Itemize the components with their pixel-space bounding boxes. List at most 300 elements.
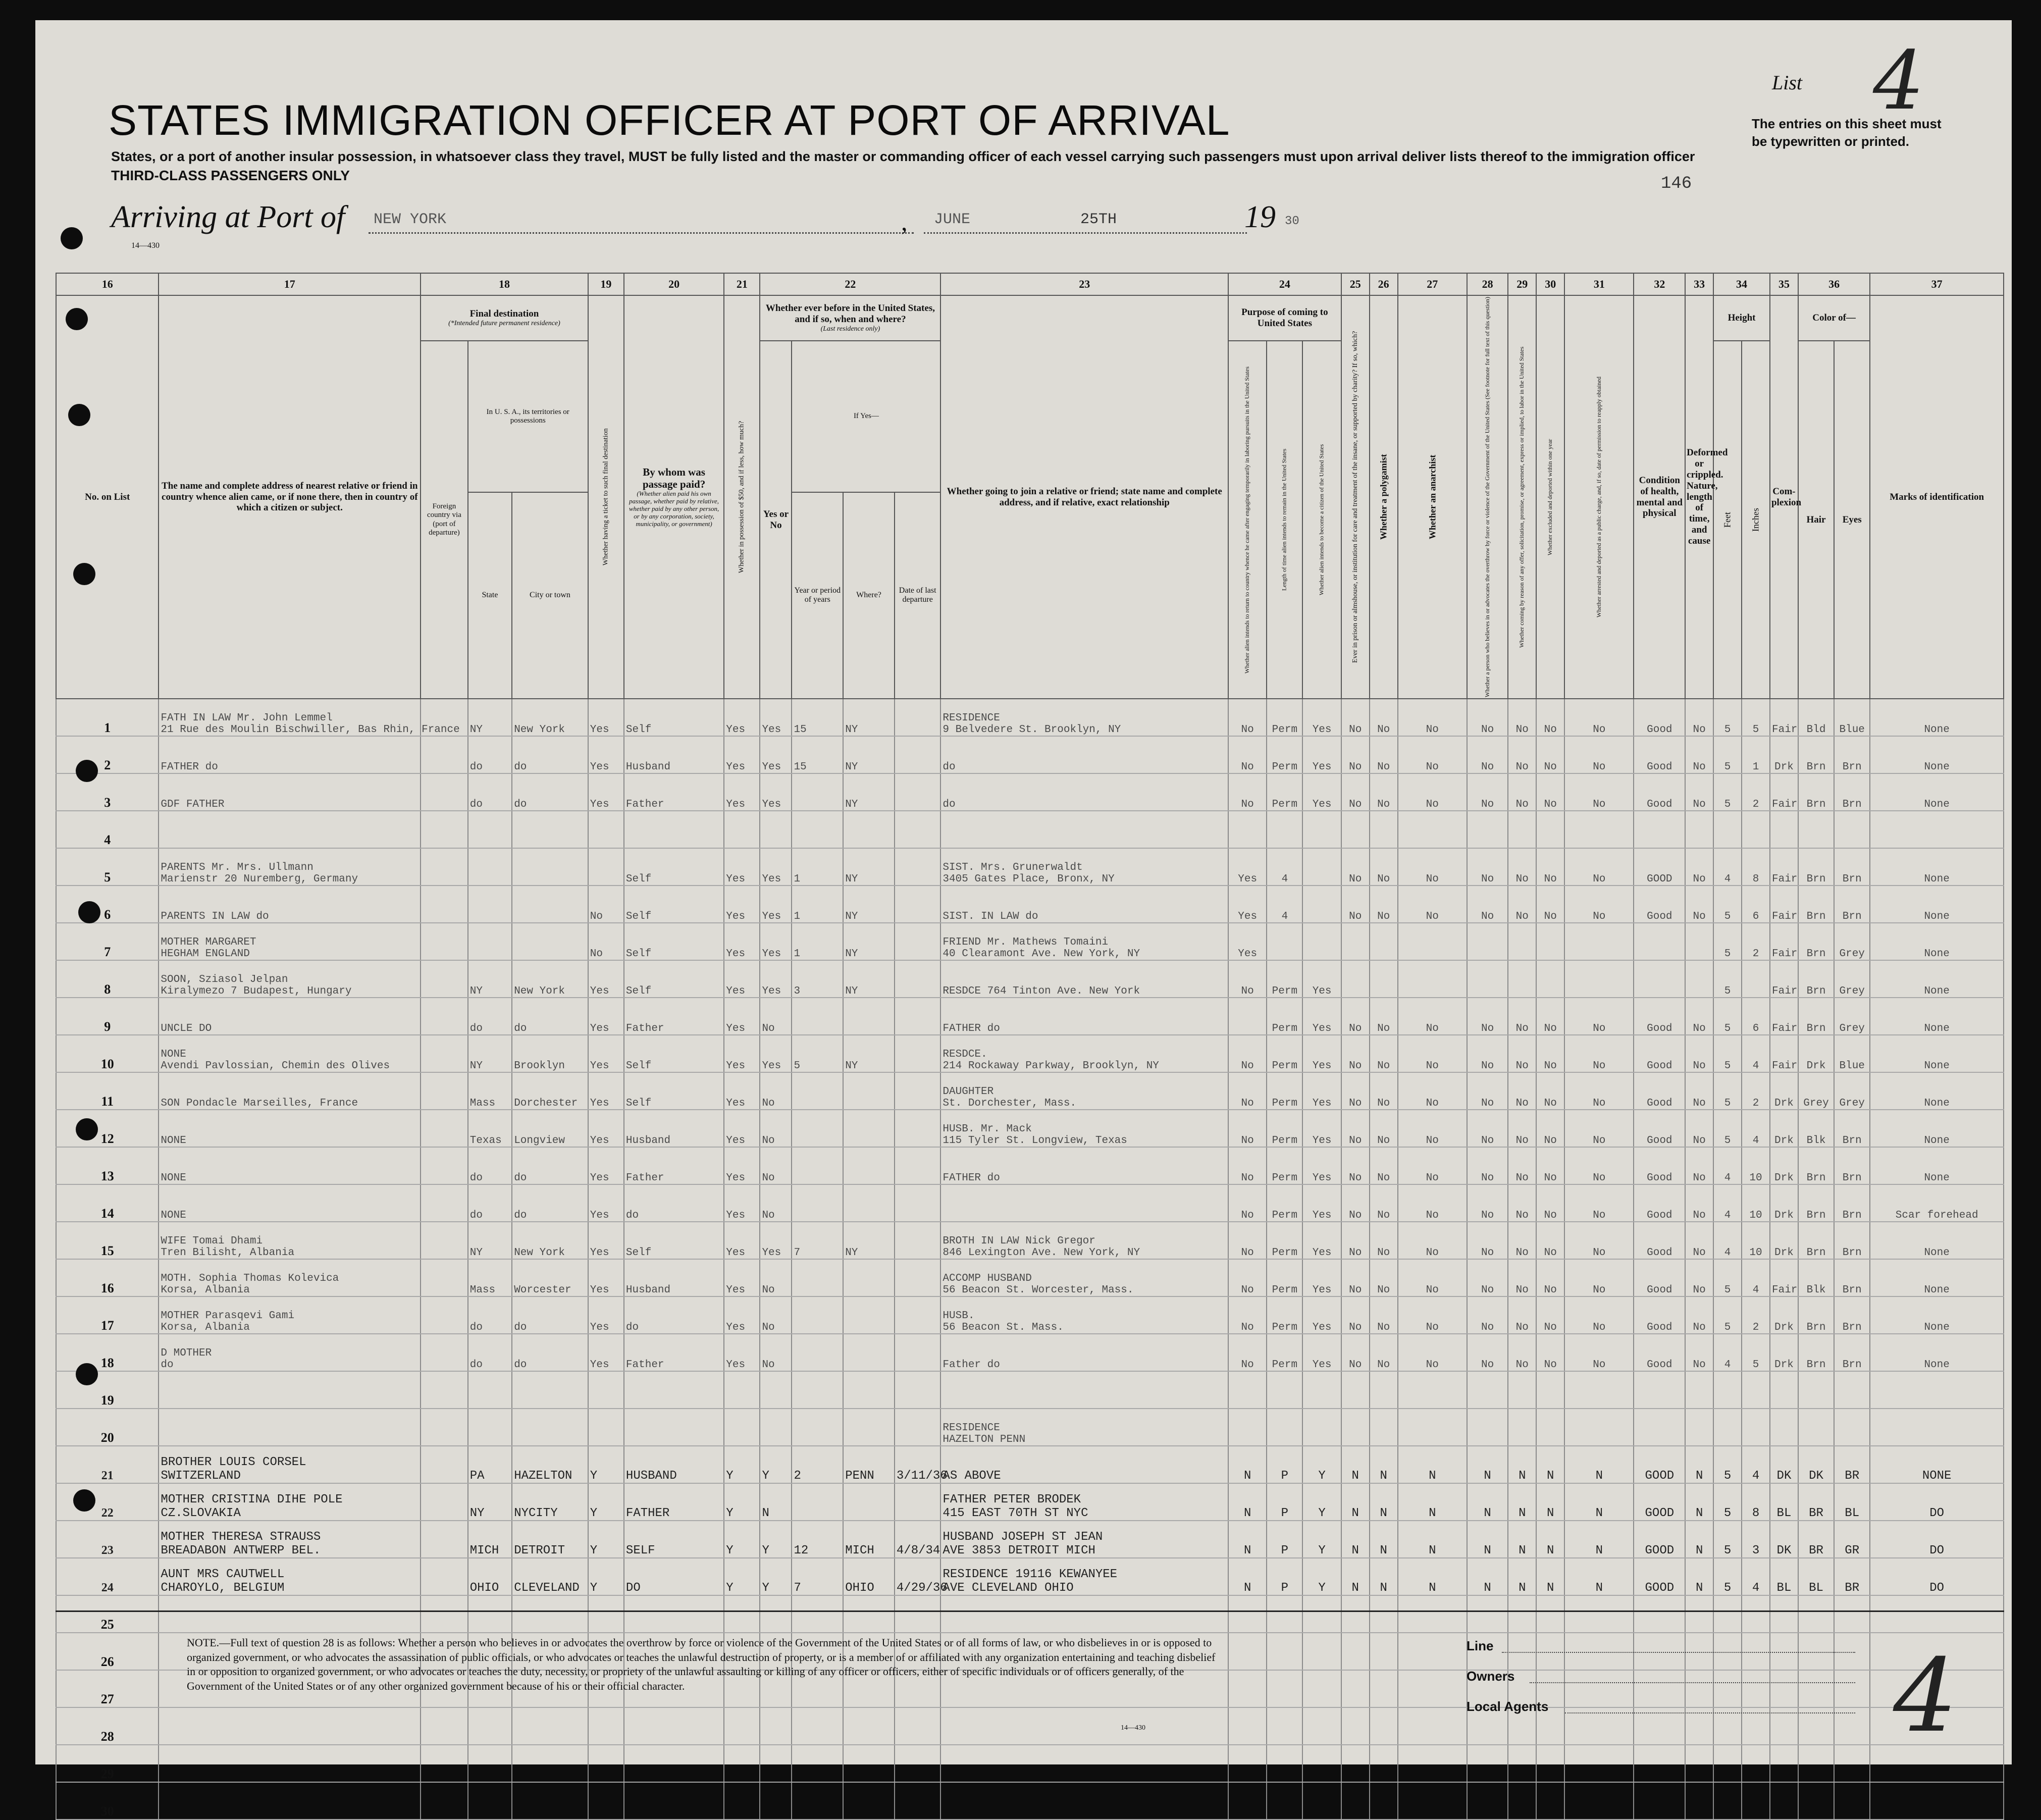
cell-before	[760, 1035, 792, 1072]
value-c28: N	[1484, 1544, 1491, 1558]
value-ticket: Yes	[590, 1172, 609, 1184]
cell-c31	[1564, 811, 1634, 848]
header-purpose-b: Length of time alien intends to remain in the United States	[1267, 341, 1302, 699]
cell-c25	[1341, 1334, 1370, 1371]
value-c31: No	[1593, 1135, 1606, 1147]
cell-fifty	[724, 1371, 760, 1409]
cell-deformed	[1685, 699, 1713, 736]
cell-years	[792, 1222, 843, 1259]
cell-c26	[1370, 811, 1398, 848]
cell-complexion	[1770, 1334, 1798, 1371]
cell-before	[760, 773, 792, 811]
cell-state	[468, 1446, 512, 1483]
header-polygamist: Whether a polygamist	[1370, 295, 1398, 699]
cell-no	[56, 1670, 159, 1707]
value-c31: No	[1593, 873, 1606, 886]
cell-before	[760, 960, 792, 998]
value-fifty: Yes	[726, 1098, 746, 1110]
cell-ticket	[588, 811, 624, 848]
cell-years	[792, 1296, 843, 1334]
row-number: 2	[104, 758, 111, 773]
header-col31: Whether arrested and deported as a public charge, and, if so, date of permission to reapply obtained	[1564, 295, 1634, 699]
cell-c30	[1536, 699, 1564, 736]
cell-state	[468, 1595, 512, 1633]
cell-c30	[1536, 1296, 1564, 1334]
cell-foreign-country	[421, 1371, 468, 1409]
cell-marks	[1870, 1521, 2004, 1558]
value-before: Yes	[762, 724, 781, 736]
cell-ticket	[588, 1259, 624, 1296]
joining-line-2: 415 EAST 70TH ST NYC	[943, 1506, 1088, 1521]
cell-c25	[1341, 923, 1370, 960]
value-where: PENN	[845, 1469, 874, 1483]
relative-line-1: MOTHER THERESA STRAUSS	[161, 1530, 321, 1544]
row-number: 1	[104, 720, 111, 736]
cell-c27	[1398, 1483, 1467, 1521]
cell-deformed	[1685, 1409, 1713, 1446]
value-c26: No	[1377, 1322, 1390, 1334]
value-hair: Brn	[1806, 799, 1826, 811]
cell-foreign-country	[421, 1707, 468, 1745]
value-c26: No	[1377, 724, 1390, 736]
cell-c26	[1370, 848, 1398, 886]
cell-eyes	[1834, 1483, 1870, 1521]
value-c26: No	[1377, 1172, 1390, 1184]
row-number: 29	[100, 1766, 114, 1782]
value-deformed: No	[1693, 1322, 1706, 1334]
cell-c31	[1564, 1446, 1634, 1483]
cell-c31	[1564, 699, 1634, 736]
cell-p1	[1228, 1184, 1267, 1222]
value-deformed: No	[1693, 1060, 1706, 1072]
cell-hair	[1798, 1670, 1834, 1707]
value-c25: No	[1349, 1172, 1362, 1184]
value-feet: 4	[1724, 1210, 1731, 1222]
value-inches: 10	[1749, 1247, 1762, 1259]
cell-inches	[1742, 1334, 1770, 1371]
value-p2: Perm	[1272, 761, 1298, 773]
joining-line-1: HUSB.	[943, 1310, 975, 1322]
cell-eyes	[1834, 699, 1870, 736]
cell-inches	[1742, 998, 1770, 1035]
value-complexion: Drk	[1774, 1172, 1794, 1184]
cell-before	[760, 1707, 792, 1745]
value-city: New York	[514, 1247, 565, 1259]
value-eyes: GR	[1845, 1544, 1860, 1558]
cell-marks	[1870, 923, 2004, 960]
row-number: 20	[100, 1430, 114, 1445]
value-eyes: Brn	[1842, 1359, 1862, 1371]
cell-eyes	[1834, 773, 1870, 811]
cell-c28	[1467, 848, 1508, 886]
value-state: MICH	[469, 1544, 499, 1558]
value-ticket: Y	[590, 1506, 598, 1521]
cell-joining	[940, 1409, 1228, 1446]
cell-state	[468, 1745, 512, 1782]
col-num-25: 25	[1341, 273, 1370, 295]
joining-line-1: RESDCE 764 Tinton Ave. New York	[943, 985, 1140, 998]
cell-hair	[1798, 1072, 1834, 1110]
cell-years	[792, 886, 843, 923]
row-number: 25	[100, 1617, 114, 1632]
cell-no	[56, 1558, 159, 1595]
cell-state	[468, 1035, 512, 1072]
value-before: No	[762, 1172, 775, 1184]
row-number: 13	[100, 1169, 114, 1184]
value-c26: No	[1377, 1210, 1390, 1222]
cell-c31	[1564, 1334, 1634, 1371]
cell-years	[792, 1782, 843, 1819]
row-number: 17	[100, 1318, 114, 1333]
value-city: do	[514, 1172, 527, 1184]
table-row	[56, 1409, 2004, 1446]
cell-p2	[1267, 1633, 1302, 1670]
cell-before	[760, 1296, 792, 1334]
cell-state	[468, 1110, 512, 1147]
cell-c25	[1341, 1670, 1370, 1707]
value-c27: N	[1429, 1581, 1436, 1595]
relative-line-1: AUNT MRS CAUTWELL	[161, 1568, 285, 1582]
value-eyes: Grey	[1839, 985, 1865, 998]
cell-p3	[1302, 1558, 1341, 1595]
cell-relative	[159, 1782, 421, 1819]
table-row	[56, 1446, 2004, 1483]
value-complexion: Drk	[1774, 761, 1794, 773]
cell-foreign-country	[421, 1222, 468, 1259]
value-complexion: Fair	[1771, 911, 1798, 923]
value-inches: 5	[1752, 1359, 1759, 1371]
cell-foreign-country	[421, 1483, 468, 1521]
cell-c30	[1536, 1147, 1564, 1184]
table-row	[56, 1147, 2004, 1184]
header-state: State	[468, 492, 512, 699]
value-marks: None	[1924, 724, 1950, 736]
value-c30: No	[1544, 1284, 1557, 1296]
value-ticket: Y	[590, 1469, 598, 1483]
cell-fifty	[724, 998, 760, 1035]
cell-city	[512, 1222, 588, 1259]
value-ticket: Yes	[590, 761, 609, 773]
cell-complexion	[1770, 1035, 1798, 1072]
cell-no	[56, 1782, 159, 1819]
cell-c28	[1467, 960, 1508, 998]
cell-state	[468, 1334, 512, 1371]
value-where: MICH	[845, 1544, 874, 1558]
value-inches: 4	[1752, 1284, 1759, 1296]
cell-no	[56, 1334, 159, 1371]
cell-inches	[1742, 1222, 1770, 1259]
cell-dep	[895, 1782, 941, 1819]
value-p3: Yes	[1312, 1359, 1332, 1371]
cell-c26	[1370, 736, 1398, 773]
cell-where	[843, 960, 895, 998]
cell-c25	[1341, 848, 1370, 886]
header-year-period: Year or period of years	[792, 492, 843, 699]
cell-p3	[1302, 1296, 1341, 1334]
passage-paid-note: (Whether alien paid his own passage, whether paid by relative, whether paid by any other person, or by any corporation, society, municipality, or government)	[629, 490, 719, 528]
cell-foreign-country	[421, 848, 468, 886]
cell-years	[792, 1184, 843, 1222]
cell-ticket	[588, 886, 624, 923]
value-before: Y	[762, 1469, 769, 1483]
col-num-21: 21	[724, 273, 760, 295]
value-health: Good	[1647, 1060, 1672, 1072]
cell-c29	[1508, 1409, 1536, 1446]
value-complexion: Drk	[1774, 1210, 1794, 1222]
cell-p1	[1228, 923, 1267, 960]
cell-c31	[1564, 1110, 1634, 1147]
value-hair: Brn	[1806, 948, 1826, 960]
cell-p2	[1267, 960, 1302, 998]
value-p3: Y	[1318, 1581, 1326, 1595]
cell-c30	[1536, 886, 1564, 923]
cell-inches	[1742, 1409, 1770, 1446]
cell-deformed	[1685, 1035, 1713, 1072]
cell-health	[1634, 886, 1685, 923]
value-fifty: Y	[726, 1506, 734, 1521]
cell-dep	[895, 1110, 941, 1147]
cell-p3	[1302, 1782, 1341, 1819]
row-number: 26	[100, 1654, 114, 1670]
cell-no	[56, 773, 159, 811]
value-p3: Yes	[1312, 1210, 1332, 1222]
cell-where	[843, 1110, 895, 1147]
cell-c25	[1341, 811, 1370, 848]
table-row	[56, 1371, 2004, 1409]
cell-years	[792, 1521, 843, 1558]
cell-health	[1634, 1558, 1685, 1595]
cell-no	[56, 1147, 159, 1184]
value-inches: 8	[1752, 873, 1759, 886]
cell-before	[760, 1595, 792, 1633]
relative-line-1: PARENTS IN LAW do	[161, 911, 269, 923]
cell-dep	[895, 1483, 941, 1521]
cell-relative	[159, 960, 421, 998]
cell-where	[843, 848, 895, 886]
joining-line-1: RESIDENCE	[943, 712, 1000, 724]
cell-hair	[1798, 1745, 1834, 1782]
row-number: 24	[101, 1581, 114, 1595]
value-p1: Yes	[1238, 948, 1258, 960]
value-feet: 5	[1724, 1060, 1731, 1072]
table-row	[56, 960, 2004, 998]
cell-p2	[1267, 848, 1302, 886]
cell-c29	[1508, 1371, 1536, 1409]
col-num-23: 23	[940, 273, 1228, 295]
cell-ticket	[588, 998, 624, 1035]
cell-c29	[1508, 848, 1536, 886]
cell-ticket	[588, 1072, 624, 1110]
value-before: Yes	[762, 985, 781, 998]
value-dep: 3/11/36	[896, 1469, 948, 1483]
value-deformed: No	[1693, 1247, 1706, 1259]
cell-where	[843, 923, 895, 960]
value-p1: No	[1241, 724, 1254, 736]
value-c31: No	[1593, 1359, 1606, 1371]
cell-hair	[1798, 1782, 1834, 1819]
cell-marks	[1870, 1334, 2004, 1371]
cell-relative	[159, 1184, 421, 1222]
cell-dep	[895, 1072, 941, 1110]
value-p2: Perm	[1272, 799, 1298, 811]
cell-where	[843, 1184, 895, 1222]
cell-city	[512, 1707, 588, 1745]
joining-line-1: do	[943, 761, 956, 773]
col-num-22: 22	[760, 273, 940, 295]
cell-eyes	[1834, 1334, 1870, 1371]
table-row	[56, 923, 2004, 960]
cell-city	[512, 998, 588, 1035]
cell-no	[56, 1259, 159, 1296]
joining-line-1: Father do	[943, 1359, 1000, 1371]
value-c25: No	[1349, 1060, 1362, 1072]
date-line	[924, 232, 1247, 234]
joining-line-1: RESDCE.	[943, 1049, 987, 1061]
cell-marks	[1870, 1110, 2004, 1147]
value-p1: No	[1241, 1210, 1254, 1222]
cell-hair	[1798, 1595, 1834, 1633]
cell-c25	[1341, 699, 1370, 736]
value-fifty: Yes	[726, 1060, 746, 1072]
value-before: Yes	[762, 799, 781, 811]
cell-years	[792, 1259, 843, 1296]
cell-state	[468, 848, 512, 886]
cell-eyes	[1834, 1409, 1870, 1446]
value-paid: Self	[625, 985, 652, 998]
cell-feet	[1713, 998, 1742, 1035]
value-c27: No	[1426, 1359, 1439, 1371]
cell-inches	[1742, 848, 1770, 886]
value-paid: DO	[625, 1581, 641, 1595]
cell-no	[56, 1110, 159, 1147]
cell-p2	[1267, 1782, 1302, 1819]
value-c30: No	[1544, 724, 1557, 736]
table-row	[56, 1334, 2004, 1371]
cell-marks	[1870, 1035, 2004, 1072]
cell-relative	[159, 699, 460, 736]
cell-c29	[1508, 1296, 1536, 1334]
value-city: do	[514, 1359, 527, 1371]
value-where: NY	[845, 985, 858, 998]
value-c25: No	[1349, 1135, 1362, 1147]
cell-years	[792, 811, 843, 848]
cell-c26	[1370, 1707, 1398, 1745]
cell-where	[843, 1521, 895, 1558]
value-c26: No	[1377, 1023, 1390, 1035]
cell-p3	[1302, 1670, 1341, 1707]
value-health: Good	[1647, 761, 1672, 773]
cell-p3	[1302, 1633, 1341, 1670]
value-c28: No	[1481, 1098, 1494, 1110]
cell-city	[512, 1035, 588, 1072]
value-marks: Scar forehead	[1895, 1210, 1978, 1222]
value-c27: No	[1426, 761, 1439, 773]
value-c28: No	[1481, 1322, 1494, 1334]
cell-marks	[1870, 1371, 2004, 1409]
cell-c31	[1564, 960, 1634, 998]
cell-complexion	[1770, 1483, 1798, 1521]
table-row	[56, 886, 2004, 923]
cell-dep	[895, 1745, 941, 1782]
cell-inches	[1742, 886, 1770, 923]
cell-deformed	[1685, 923, 1713, 960]
value-paid: Self	[625, 1247, 652, 1259]
cell-state	[468, 811, 512, 848]
value-c28: No	[1481, 1359, 1494, 1371]
cell-health	[1634, 1521, 1685, 1558]
relative-line-1: SON Pondacle Marseilles, France	[161, 1098, 358, 1110]
cell-p2	[1267, 1259, 1302, 1296]
value-deformed: No	[1693, 724, 1706, 736]
value-c29: No	[1515, 761, 1529, 773]
cell-years	[792, 960, 843, 998]
cell-c28	[1467, 1334, 1508, 1371]
value-c26: No	[1377, 761, 1390, 773]
header-foreign-country: Foreign country via (port of departure)	[421, 341, 468, 699]
cell-c28	[1467, 1409, 1508, 1446]
value-c29: N	[1519, 1469, 1526, 1483]
cell-c25	[1341, 960, 1370, 998]
cell-where	[843, 699, 895, 736]
cell-years	[792, 773, 843, 811]
cell-paid	[624, 736, 724, 773]
value-fifty: Yes	[726, 1359, 746, 1371]
value-state: PA	[469, 1469, 485, 1483]
value-p1: Yes	[1238, 873, 1258, 886]
cell-dep	[895, 1371, 941, 1409]
value-complexion: Fair	[1771, 873, 1798, 886]
cell-eyes	[1834, 1296, 1870, 1334]
joining-line-1: FRIEND Mr. Mathews Tomaini	[943, 937, 1109, 949]
header-col28: Whether a person who believes in or advocates the overthrow by force or violence of the Government of the United States (See footnote for full text of this question)	[1467, 295, 1508, 699]
value-inches: 6	[1752, 911, 1759, 923]
cell-c31	[1564, 1035, 1634, 1072]
col-num-35: 35	[1770, 273, 1798, 295]
cell-c25	[1341, 1446, 1370, 1483]
cell-ticket	[588, 960, 624, 998]
local-agents-field	[1565, 1712, 1855, 1713]
cell-city	[512, 1782, 588, 1819]
cell-fifty	[724, 1446, 760, 1483]
cell-before	[760, 886, 792, 923]
cell-city	[512, 1595, 588, 1633]
value-ticket: Yes	[590, 1135, 609, 1147]
cell-c27	[1398, 1446, 1467, 1483]
cell-c28	[1467, 811, 1508, 848]
row-number: 18	[100, 1356, 114, 1371]
value-c28: No	[1481, 1284, 1494, 1296]
list-label: List	[1772, 71, 1803, 94]
value-ticket: Yes	[590, 1322, 609, 1334]
value-eyes: Blue	[1839, 1060, 1865, 1072]
cell-where	[843, 736, 895, 773]
cell-dep	[895, 1707, 941, 1745]
cell-c27	[1398, 699, 1467, 736]
value-where: NY	[845, 1247, 858, 1259]
cell-foreign-country	[421, 1595, 468, 1633]
cell-years	[792, 1035, 843, 1072]
cell-inches	[1742, 1782, 1770, 1819]
cell-city	[512, 1072, 588, 1110]
cell-marks	[1870, 998, 2004, 1035]
value-eyes: Brn	[1842, 761, 1862, 773]
cell-paid	[624, 1110, 724, 1147]
cell-feet	[1713, 773, 1742, 811]
cell-dep	[895, 960, 941, 998]
cell-c31	[1564, 998, 1634, 1035]
value-hair: Blk	[1806, 1135, 1826, 1147]
cell-c30	[1536, 960, 1564, 998]
